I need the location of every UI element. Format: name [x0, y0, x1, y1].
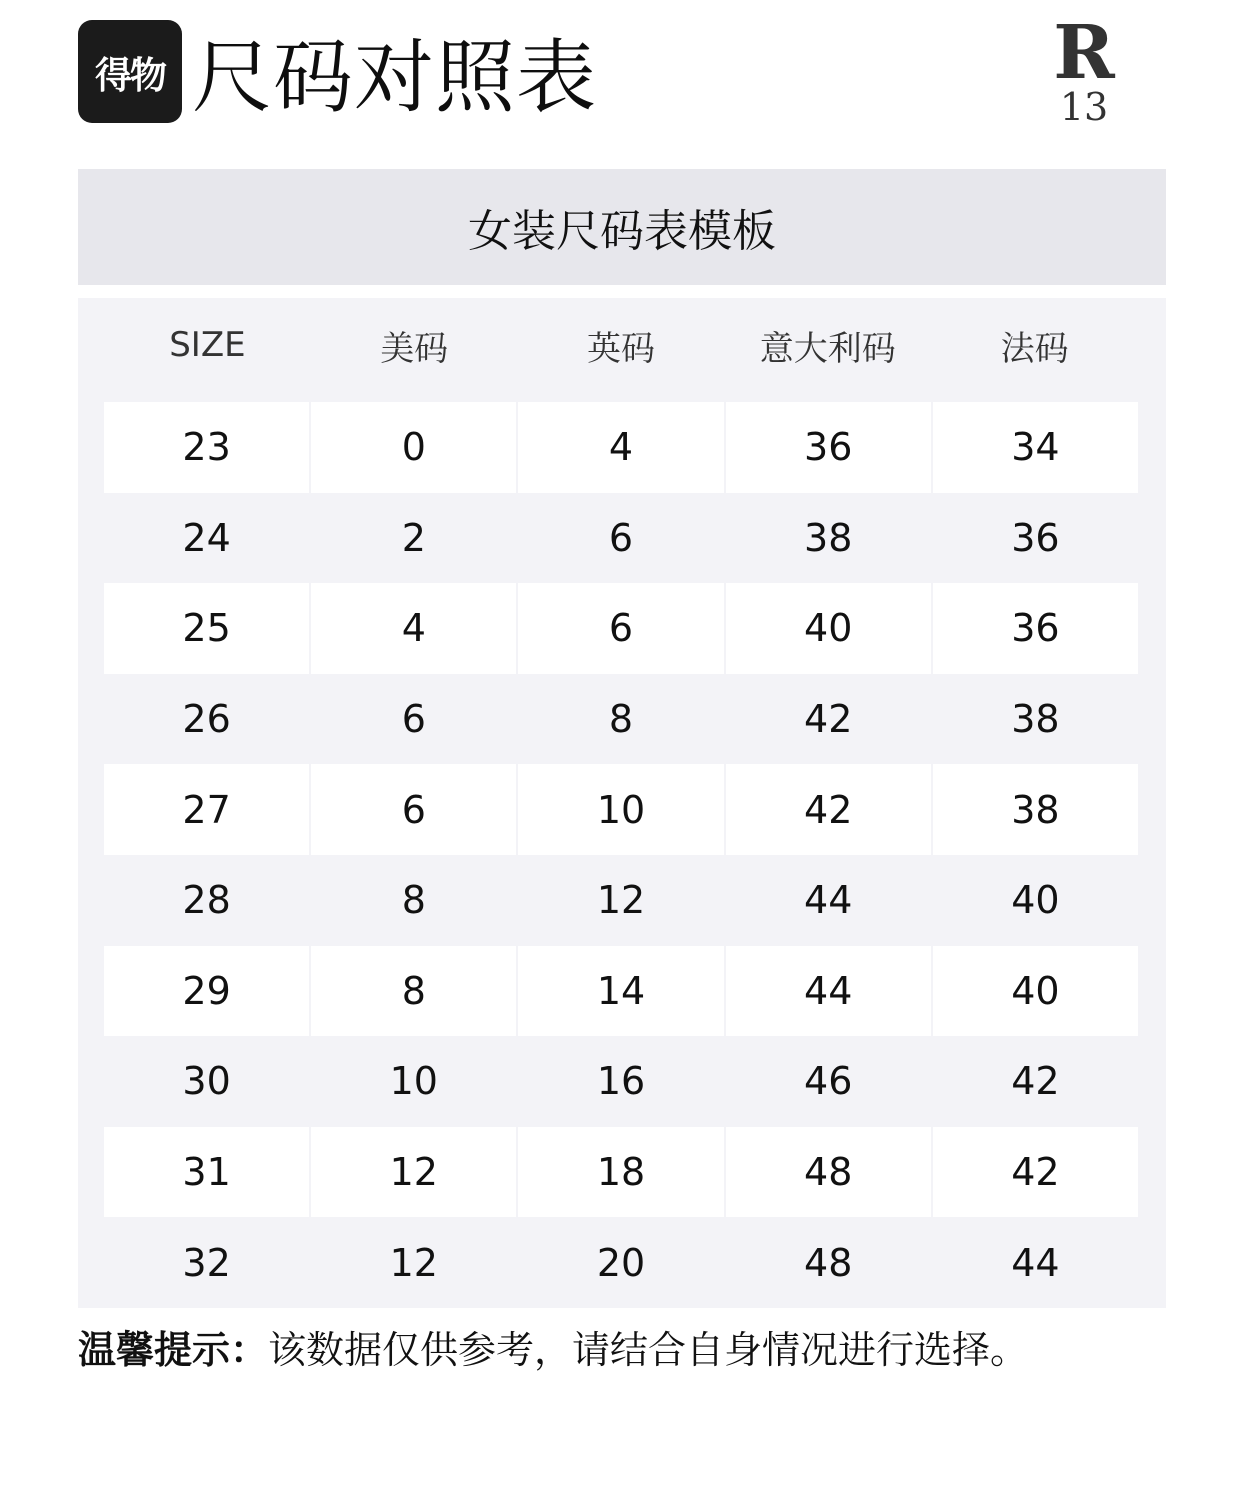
- cell-size: 30: [182, 1059, 231, 1104]
- cell-us: 6: [311, 764, 516, 855]
- cell-size: 27: [104, 764, 309, 855]
- cell-us: 8: [401, 878, 426, 923]
- header-fr: 法码: [1000, 328, 1069, 369]
- tip-text: 该数据仅供参考，请结合自身情况进行选择。: [268, 1328, 1029, 1372]
- cell-fr: 38: [1011, 697, 1060, 742]
- cell-it: 40: [726, 583, 931, 674]
- cell-uk: 4: [518, 402, 723, 493]
- table-row: [104, 1036, 1138, 1127]
- cell-us: 12: [389, 1240, 438, 1285]
- table-row: [104, 946, 1138, 1037]
- cell-uk: 12: [596, 878, 646, 923]
- cell-it: 44: [804, 878, 853, 923]
- table-row: [104, 1127, 1138, 1218]
- cell-uk: 10: [518, 764, 723, 855]
- cell-fr: 40: [1011, 878, 1060, 923]
- cell-it: 48: [726, 1127, 931, 1218]
- r13-mark: [1046, 16, 1122, 126]
- cell-uk: 16: [596, 1059, 646, 1104]
- cell-size: 24: [182, 515, 231, 560]
- header-size: SIZE: [169, 325, 246, 365]
- cell-us: 6: [401, 697, 426, 742]
- header-uk: 英码: [586, 328, 655, 369]
- cell-fr: 36: [933, 583, 1138, 674]
- cell-fr: 44: [1011, 1240, 1060, 1285]
- r13-number: 13: [1059, 85, 1109, 126]
- size-table: [78, 298, 1166, 1308]
- r13-letter: R: [1053, 16, 1115, 96]
- cell-fr: 40: [933, 946, 1138, 1037]
- cell-it: 36: [726, 402, 931, 493]
- cell-fr: 36: [1011, 515, 1060, 560]
- cell-uk: 20: [596, 1240, 646, 1285]
- brand-logo: [78, 20, 182, 123]
- cell-size: 29: [104, 946, 309, 1037]
- cell-size: 31: [104, 1127, 309, 1218]
- header-us: 美码: [380, 328, 449, 369]
- cell-fr: 42: [1011, 1059, 1060, 1104]
- table-row: [104, 493, 1138, 584]
- cell-us: 0: [311, 402, 516, 493]
- table-row: [104, 855, 1138, 946]
- table-row: [104, 402, 1138, 493]
- cell-fr: 42: [933, 1127, 1138, 1218]
- cell-us: 10: [389, 1059, 438, 1104]
- cell-uk: 8: [608, 697, 634, 742]
- table-row: [104, 764, 1138, 855]
- cell-fr: 34: [933, 402, 1138, 493]
- tip: [78, 1322, 1028, 1378]
- cell-uk: 6: [518, 583, 723, 674]
- cell-uk: 14: [518, 946, 723, 1037]
- cell-it: 42: [726, 764, 931, 855]
- cell-us: 8: [311, 946, 516, 1037]
- cell-it: 46: [804, 1059, 853, 1104]
- brand-logo-text: 得物: [95, 53, 165, 97]
- cell-fr: 38: [933, 764, 1138, 855]
- table-row: [104, 1217, 1138, 1308]
- cell-us: 2: [401, 515, 426, 560]
- cell-size: 25: [104, 583, 309, 674]
- cell-size: 26: [182, 697, 231, 742]
- cell-it: 38: [804, 515, 853, 560]
- cell-size: 28: [182, 878, 231, 923]
- template-banner: [78, 169, 1166, 285]
- cell-us: 12: [311, 1127, 516, 1218]
- cell-it: 44: [726, 946, 931, 1037]
- cell-uk: 6: [608, 515, 634, 560]
- table-row: [104, 583, 1138, 674]
- table-header-row: [104, 298, 1138, 392]
- cell-size: 23: [104, 402, 309, 493]
- header-it: 意大利码: [759, 328, 896, 369]
- table-row: [104, 674, 1138, 765]
- cell-uk: 18: [518, 1127, 723, 1218]
- tip-label: 温馨提示：: [78, 1328, 269, 1372]
- cell-it: 42: [804, 697, 853, 742]
- cell-it: 48: [804, 1240, 853, 1285]
- table-body: [104, 402, 1138, 1308]
- template-banner-title: 女装尺码表模板: [468, 206, 776, 257]
- cell-size: 32: [182, 1240, 231, 1285]
- page-title: 尺码对照表: [192, 31, 597, 124]
- cell-us: 4: [311, 583, 516, 674]
